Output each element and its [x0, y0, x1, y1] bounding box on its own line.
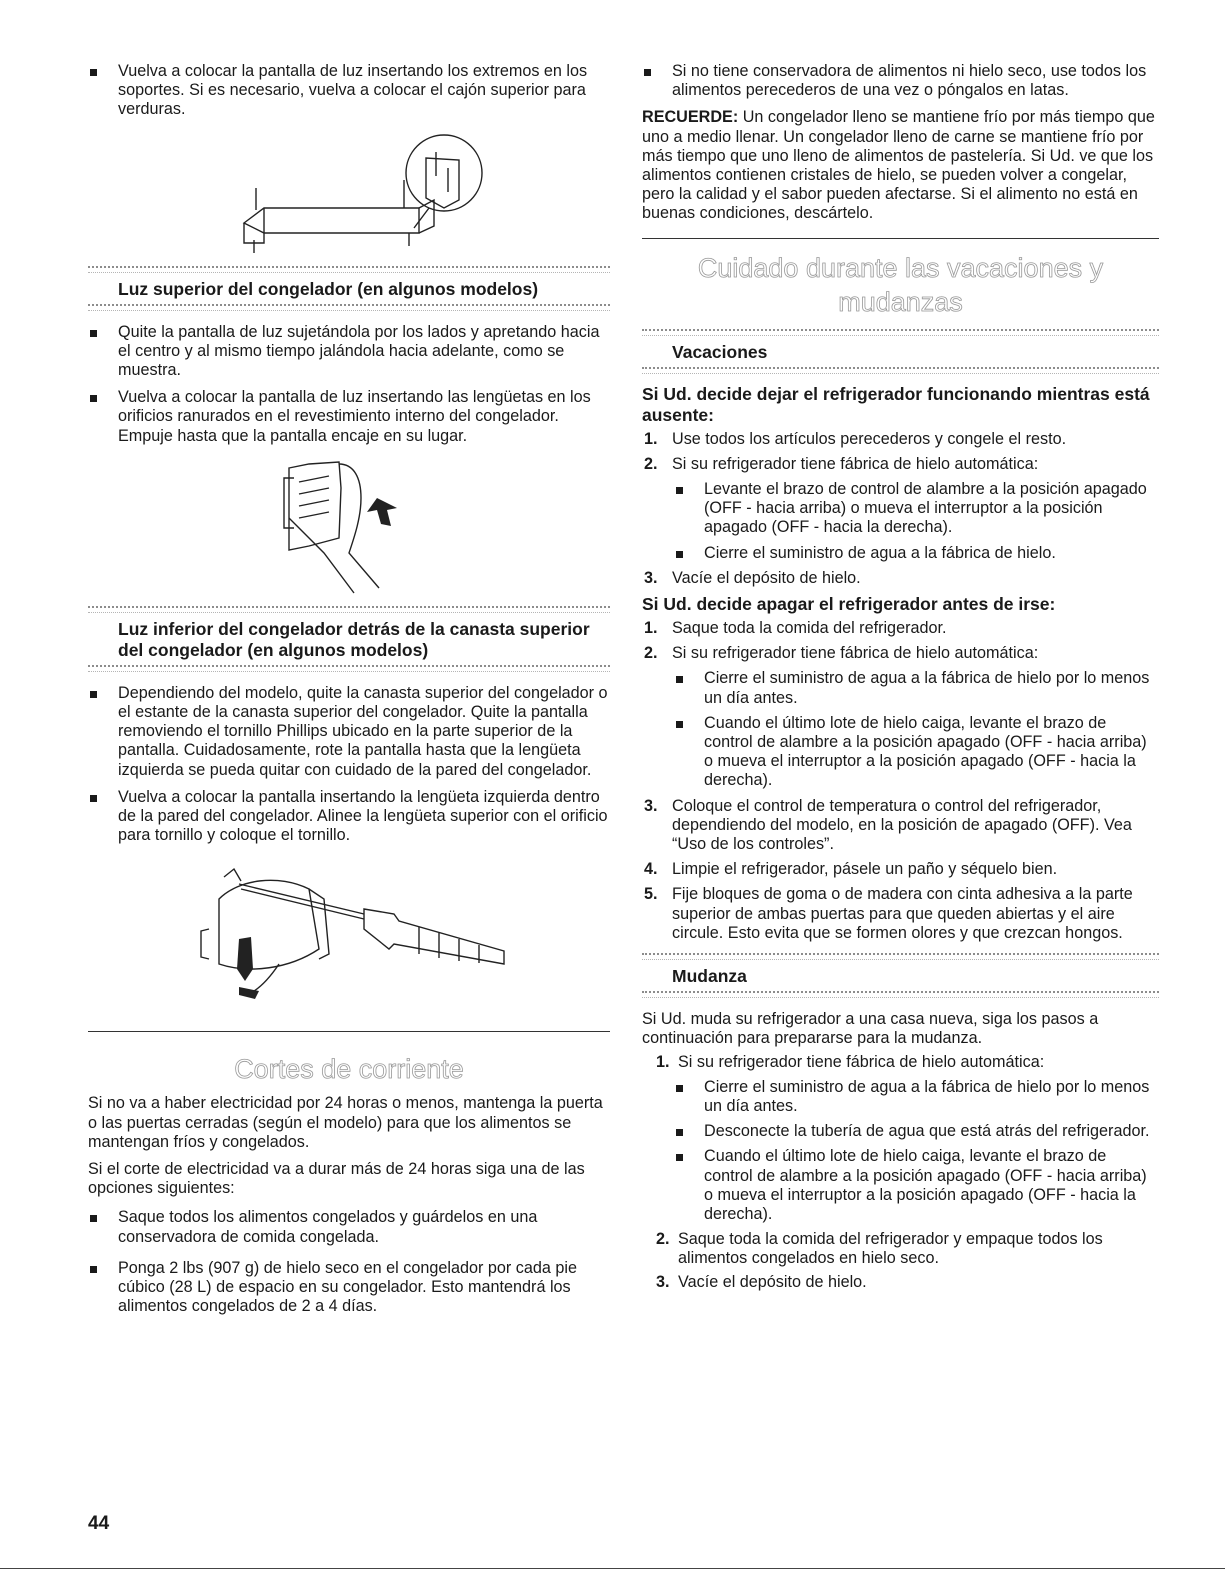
item-text: Saque toda la comida del refrigerador y empaque todos los alimentos congelados en hielo seco.: [678, 1230, 1103, 1268]
bullet-item: Ponga 2 lbs (907 g) de hielo seco en el congelador por cada pie cúbico (28 L) de espacio en su congelador. Esto mantendrá los alimentos congelados de 2 a 4 días.: [88, 1259, 610, 1317]
section-title-cortes: Cortes de corriente: [234, 1054, 464, 1085]
sub-bullet-item: Desconecte la tubería de agua que está atrás del refrigerador.: [642, 1122, 1159, 1141]
sub-bullet-item: Cierre el suministro de agua a la fábrica de hielo por lo menos un día antes.: [642, 1078, 1159, 1116]
bullet-item: Vuelva a colocar la pantalla insertando la lengüeta izquierda dentro de la pared del congelador. Alinee la lengüeta superior con el orificio para tornillo y coloque el tornillo.: [88, 788, 610, 846]
item-text: Saque toda la comida del refrigerador.: [672, 619, 947, 638]
section-rule: [642, 238, 1159, 239]
numbered-item: [642, 860, 1159, 879]
numbered-item: [642, 644, 1159, 663]
bullet-item: Vuelva a colocar la pantalla de luz insertando los extremos en los soportes. Si es necesario, vuelva a colocar el cajón superior para verduras.: [88, 62, 610, 120]
item-number: 2.: [656, 1230, 670, 1249]
item-number: 5.: [644, 885, 658, 904]
hand-removing-shield-figure: [269, 458, 429, 598]
right-column: [642, 62, 1159, 1292]
numbered-item: [642, 430, 1159, 449]
section-heading-vacaciones: Vacaciones: [672, 341, 768, 362]
sub-bullet-item: Cuando el último lote de hielo caiga, levante el brazo de control de alambre a la posición apagado (OFF - hacia arriba) o mueva el interruptor a la posición apagado (OFF - hacia la derecha).: [642, 1147, 1159, 1224]
item-number: 1.: [644, 619, 658, 638]
sub-bullet-item: Levante el brazo de control de alambre a la posición apagado (OFF - hacia arriba) o mueva el interruptor a la posición apagado (OFF - hacia la derecha).: [642, 480, 1159, 538]
recuerde-text: Un congelador lleno se mantiene frío por más tiempo que uno a medio llenar. Un congelador lleno de carne se mantiene frío por más tiempo que uno lleno de alimentos de pastelería. Si Ud. ve que los alimentos contienen cristales de hielo, se pueden volver a congelar, pero la calidad y el sabor pueden afectarse. Si el alimento no está en buenas condiciones, descártelo.: [642, 108, 1155, 223]
section-heading-luz-superior: Luz superior del congelador (en algunos modelos): [118, 278, 539, 299]
light-shield-figure: [204, 128, 494, 256]
dotted-divider: [88, 606, 610, 613]
numbered-item: [642, 1230, 1159, 1268]
item-text: Coloque el control de temperatura o control del refrigerador, dependiendo del modelo, en la posición de apagado (OFF). Vea “Uso de los controles”.: [672, 796, 1132, 854]
item-number: 2.: [644, 644, 658, 663]
subheading-dejar: Si Ud. decide dejar el refrigerador funcionando mientras está ausente:: [642, 383, 1150, 425]
screwdriver-shield-figure: [179, 859, 519, 1009]
numbered-item: [642, 797, 1159, 855]
item-number: 3.: [644, 568, 658, 587]
subheading-apagar: Si Ud. decide apagar el refrigerador antes de irse:: [642, 594, 1056, 615]
item-text: Limpie el refrigerador, pásele un paño y séquelo bien.: [672, 860, 1058, 879]
bullet-item: Dependiendo del modelo, quite la canasta superior del congelador o el estante de la canasta superior del congelador. Quite la pantalla removiendo el tornillo Phillips ubicado en la parte superior de la pantalla. Cuidadosamente, rote la pantalla hasta que la lengüeta izquierda se pueda quitar con cuidado de la pared del congelador.: [88, 684, 610, 780]
dotted-divider: [642, 953, 1159, 960]
paragraph: Si el corte de electricidad va a durar más de 24 horas siga una de las opciones siguientes:: [88, 1160, 585, 1198]
item-text: Fije bloques de goma o de madera con cinta adhesiva a la parte superior de ambas puertas para que queden abiertas y el aire circule. Esto evita que se formen olores y que crezcan hongos.: [672, 885, 1133, 942]
section-heading-luz-inferior: Luz inferior del congelador detrás de la canasta superior del congelador (en algunos modelos): [118, 618, 590, 660]
item-text: Si su refrigerador tiene fábrica de hielo automática:: [678, 1052, 1045, 1071]
dotted-divider: [642, 329, 1159, 336]
section-rule: [88, 1031, 610, 1032]
sub-bullet-item: Cierre el suministro de agua a la fábrica de hielo por lo menos un día antes.: [642, 669, 1159, 707]
section-title-cuidado: Cuidado durante las vacaciones y mudanzas: [697, 252, 1104, 317]
item-number: 2.: [644, 454, 658, 473]
recuerde-label: RECUERDE:: [642, 108, 739, 127]
dotted-divider: [88, 266, 610, 273]
dotted-divider: [642, 367, 1159, 374]
dotted-divider: [88, 304, 610, 311]
item-text: Si su refrigerador tiene fábrica de hielo automática:: [672, 644, 1039, 663]
numbered-item: [642, 569, 1159, 588]
numbered-item: [642, 1273, 1159, 1292]
numbered-item: [642, 619, 1159, 638]
paragraph: Si no va a haber electricidad por 24 horas o menos, mantenga la puerta o las puertas cerradas (según el modelo) para que los alimentos se mantengan fríos y congelados.: [88, 1094, 603, 1151]
page-bottom-rule: [0, 1568, 1225, 1569]
recuerde-paragraph: [642, 108, 1159, 223]
item-text: Si su refrigerador tiene fábrica de hielo automática:: [672, 454, 1039, 473]
sub-bullet-item: Cuando el último lote de hielo caiga, levante el brazo de control de alambre a la posición apagado (OFF - hacia arriba) o mueva el interruptor a la posición apagado (OFF - hacia la derecha).: [642, 714, 1159, 791]
item-number: 3.: [644, 796, 658, 815]
item-number: 1.: [644, 429, 658, 448]
item-text: Use todos los artículos perecederos y congele el resto.: [672, 429, 1067, 448]
page-number: 44: [88, 1513, 110, 1534]
bullet-item: Si no tiene conservadora de alimentos ni hielo seco, use todos los alimentos perecederos de una vez o póngalos en latas.: [642, 62, 1159, 100]
section-heading-mudanza: Mudanza: [672, 966, 747, 987]
paragraph: Si Ud. muda su refrigerador a una casa nueva, siga los pasos a continuación para prepararse para la mudanza.: [642, 1010, 1099, 1048]
numbered-item: [642, 1053, 1159, 1072]
numbered-item: [642, 885, 1159, 943]
bullet-item: Saque todos los alimentos congelados y guárdelos en una conservadora de comida congelada.: [88, 1208, 610, 1246]
dotted-divider: [642, 991, 1159, 998]
item-number: 3.: [656, 1272, 670, 1291]
bullet-item: Vuelva a colocar la pantalla de luz insertando las lengüetas en los orificios ranurados en el revestimiento interno del congelador. Empuje hasta que la pantalla encaje en su lugar.: [88, 388, 610, 446]
item-text: Vacíe el depósito de hielo.: [678, 1272, 867, 1291]
numbered-item: [642, 455, 1159, 474]
sub-bullet-item: Cierre el suministro de agua a la fábrica de hielo.: [642, 544, 1159, 563]
item-number: 1.: [656, 1052, 670, 1071]
dotted-divider: [88, 665, 610, 672]
item-text: Vacíe el depósito de hielo.: [672, 568, 861, 587]
bullet-item: Quite la pantalla de luz sujetándola por los lados y apretando hacia el centro y al mismo tiempo jalándola hacia adelante, como se muestra.: [88, 323, 610, 381]
left-column: [88, 62, 610, 1316]
item-number: 4.: [644, 860, 658, 879]
